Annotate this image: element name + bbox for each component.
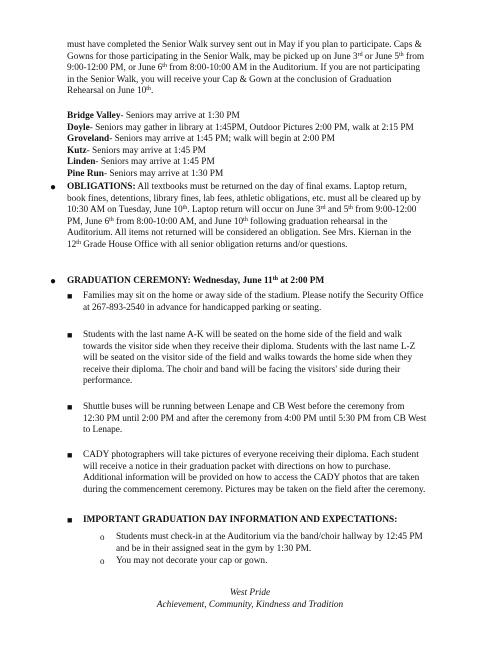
ceremony-item <box>83 330 483 388</box>
ceremony-item <box>83 402 483 437</box>
ceremony-line: to Lenape. <box>83 425 123 436</box>
circle-bullet-icon: o <box>100 532 105 542</box>
footer-motto-subtitle: Achievement, Community, Kindness and Tradition <box>156 600 344 610</box>
intro-line: in the Senior Walk, you will receive your Cap & Gown at the conclusion of Graduation <box>67 74 392 85</box>
obligations-line: Auditorium. All items not returned will be considered an obligation. See Mrs. Kiernan in the <box>67 228 412 239</box>
ceremony-heading: GRADUATION CEREMONY: Wednesday, June 11th at 2:00 PM <box>67 276 325 286</box>
ceremony-line: will receive a notice in their graduation packet with directions on how to purchase. <box>83 461 391 472</box>
obligations-line: book fines, detentions, library fines, lab fees, athletic obligations, etc. must all be cleared up by <box>67 193 421 204</box>
ceremony-line: Shuttle buses will be running between Lenape and CB West before the ceremony from <box>83 402 405 412</box>
sub-bullet-icon: ■ <box>67 402 73 412</box>
intro-paragraph <box>67 40 467 98</box>
sub-bullet-icon: ■ <box>67 450 73 460</box>
ceremony-line: will be seated on the visitor side of the field and walks towards the home side when they <box>83 353 413 364</box>
school-schedule <box>67 111 467 181</box>
ceremony-line: towards the visitor side when they receive their diploma. Students with the last name L-Z <box>83 341 416 352</box>
footer-motto-title: West Pride <box>229 588 271 598</box>
ceremony-item <box>83 291 483 314</box>
ceremony-line: Families may sit on the home or away side of the stadium. Please notify the Security Office <box>83 291 424 301</box>
obligations-line: OBLIGATIONS: All textbooks must be returned on the day of final exams. Laptop return, <box>67 182 407 192</box>
circle-bullet-icon: o <box>100 556 105 566</box>
schedule-item: Groveland- Seniors may arrive at 1:45 PM; walk will begin at 2:00 PM <box>67 134 335 145</box>
obligations-line: 12th Grade House Office with all senior obligation returns and/or questions. <box>67 239 348 250</box>
expectations-heading: IMPORTANT GRADUATION DAY INFORMATION AND EXPECTATIONS: <box>83 515 398 525</box>
ceremony-line: Students with the last name A-K will be seated on the home side of the field and walk <box>83 330 402 340</box>
ceremony-line: at 267-893-2540 in advance for handicapped parking or seating. <box>83 302 322 313</box>
expectations-item <box>116 556 486 568</box>
intro-line: must have completed the Senior Walk survey sent out in May if you plan to participate. Caps & <box>67 40 422 50</box>
ceremony-line: performance. <box>83 376 133 387</box>
ceremony-line: Additional information will be provided on how to access the CADY photos that are taken <box>83 473 420 484</box>
schedule-item: Pine Run- Seniors may arrive at 1:30 PM <box>67 168 224 179</box>
intro-line: Rehearsal on June 10th. <box>67 86 154 97</box>
bullet-icon: ● <box>50 276 57 287</box>
intro-line: Gowns for those participating in the Senior Walk, may be picked up on June 3rd or June 5th from <box>67 51 425 62</box>
expectations-line: and be in their assigned seat in the gym by 1:30 PM. <box>116 543 312 554</box>
schedule-item: Linden- Seniors may arrive at 1:45 PM <box>67 157 215 168</box>
sub-bullet-icon: ■ <box>67 515 73 525</box>
obligations-line: PM, June 6th from 8:00-10:00 AM, and June 10th following graduation rehearsal in the <box>67 216 388 227</box>
schedule-item: Bridge Valley- Seniors may arrive at 1:30 PM <box>67 111 240 121</box>
schedule-item: Kutz- Seniors may arrive at 1:45 PM <box>67 145 206 156</box>
sub-bullet-icon: ■ <box>67 291 73 301</box>
schedule-item: Doyle- Seniors may gather in library at 1:45PM, Outdoor Pictures 2:00 PM, walk at 2:15 PM <box>67 122 414 133</box>
expectations-item <box>116 532 486 555</box>
intro-line: 9:00-12:00 PM, or June 6th from 8:00-10:00 AM in the Auditorium. If you are not participating <box>67 63 421 74</box>
ceremony-line: receive their diploma. The choir and band will be facing the visitors' side during their <box>83 364 401 375</box>
ceremony-line: 12:30 PM until 2:00 PM and after the ceremony from 4:00 PM until 5:30 PM from CB West <box>83 413 427 424</box>
obligations-line: 10:30 AM on Tuesday, June 10th. Laptop return will occur on June 3rd and 5th from 9:00-12:00 <box>67 205 417 216</box>
sub-bullet-icon: ■ <box>67 330 73 340</box>
bullet-icon: ● <box>50 182 57 193</box>
ceremony-line: CADY photographers will take pictures of everyone receiving their diploma. Each student <box>83 450 419 460</box>
ceremony-item <box>83 450 483 496</box>
expectations-line: You may not decorate your cap or gown. <box>116 556 268 566</box>
ceremony-line: during the commencement ceremony. Pictures may be taken on the field after the ceremony. <box>83 484 426 495</box>
obligations-section <box>67 182 477 252</box>
expectations-line: Students must check-in at the Auditorium via the band/choir hallway by 12:45 PM <box>116 532 423 542</box>
